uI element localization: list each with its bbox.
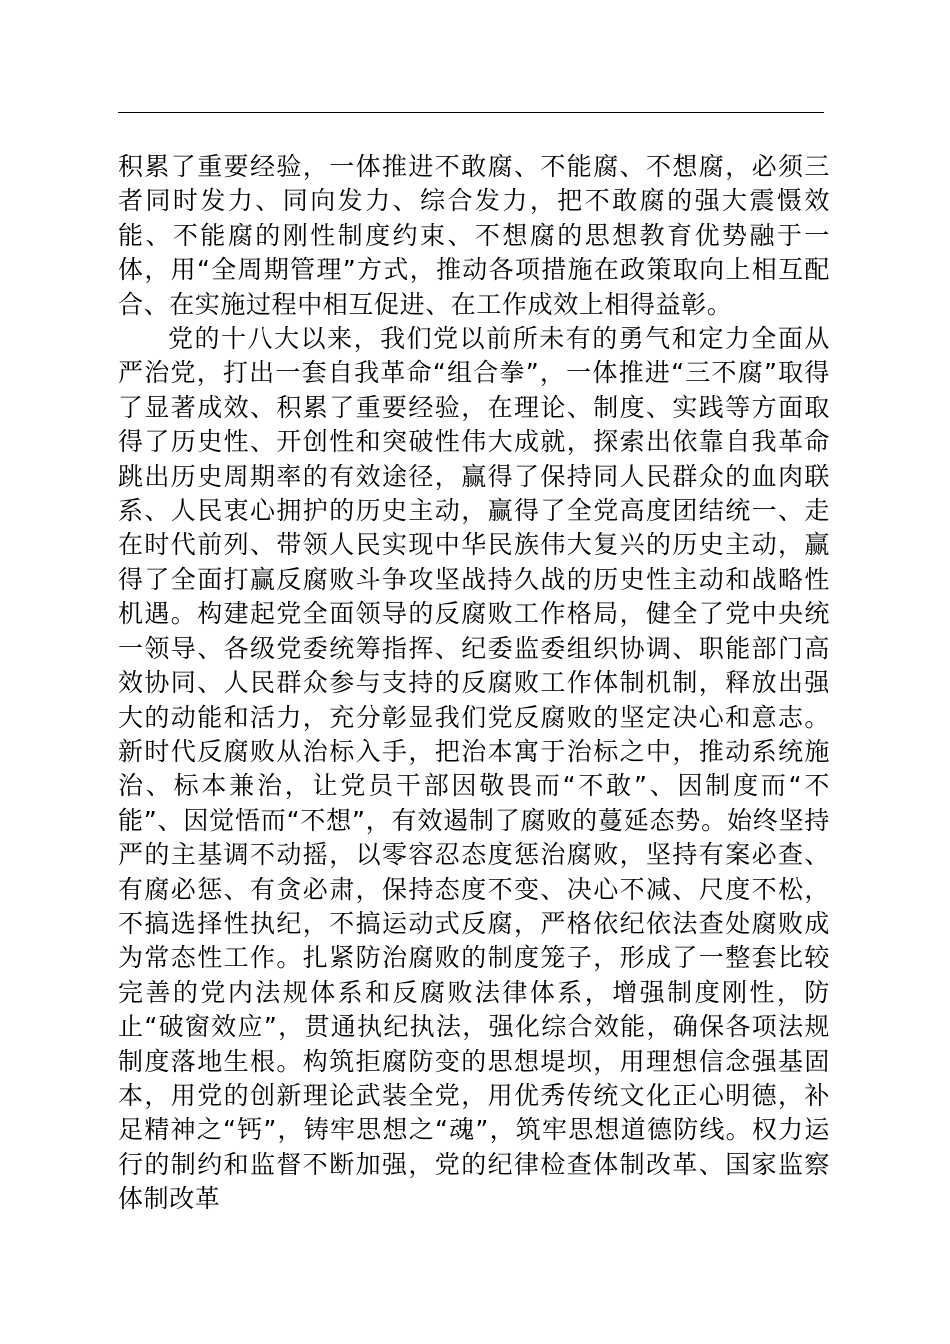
paragraph-continuation: 积累了重要经验，一体推进不敢腐、不能腐、不想腐，必须三者同时发力、同向发力、综合发力，把不敢腐的强大震慑效能、不能腐的刚性制度约束、不想腐的思想教育优势融于一体，用“全周期管理”方式，推动各项措施在政策取向上相互配合、在实施过程中相互促进、在工作成效上相得益彰。 [118,152,830,319]
paragraph-main: 党的十八大以来，我们党以前所未有的勇气和定力全面从严治党，打出一套自我革命“组合拳”，一体推进“三不腐”取得了显著成效、积累了重要经验，在理论、制度、实践等方面取得了历史性、开创性和突破性伟大成就，探索出依靠自我革命跳出历史周期率的有效途径，赢得了保持同人民群众的血肉联系、人民衷心拥护的历史主动，赢得了全党高度团结统一、走在时代前列、带领人民实现中华民族伟大复兴的历史主动，赢得了全面打赢反腐败斗争攻坚战持久战的历史性主动和战略性机遇。构建起党全面领导的反腐败工作格局，健全了党中央统一领导、各级党委统筹指挥、纪委监委组织协调、职能部门高效协同、人民群众参与支持的反腐败工作体制机制，释放出强大的动能和活力，充分彰显我们党反腐败的坚定决心和意志。新时代反腐败从治标入手，把治本寓于治标之中，推动系统施治、标本兼治，让党员干部因敬畏而“不敢”、因制度而“不能”、因觉悟而“不想”，有效遏制了腐败的蔓延态势。始终坚持严的主基调不动摇，以零容忍态度惩治腐败，坚持有案必查、有腐必惩、有贪必肃，保持态度不变、决心不减、尺度不松，不搞选择性执纪，不搞运动式反腐，严格依纪依法查处腐败成为常态性工作。扎紧防治腐败的制度笼子，形成了一整套比较完善的党内法规体系和反腐败法律体系，增强制度刚性，防止“破窗效应”，贯通执纪执法，强化综合效能，确保各项法规制度落地生根。构筑拒腐防变的思想堤坝，用理想信念强基固本，用党的创新理论武装全党，用优秀传统文化正心明德，补足精神之“钙”，铸牢思想之“魂”，筑牢思想道德防线。权力运行的制约和监督不断加强，党的纪律检查体制改革、国家监察体制改革 [118,324,830,1214]
header-rule [118,112,824,113]
body-text [118,150,830,1217]
